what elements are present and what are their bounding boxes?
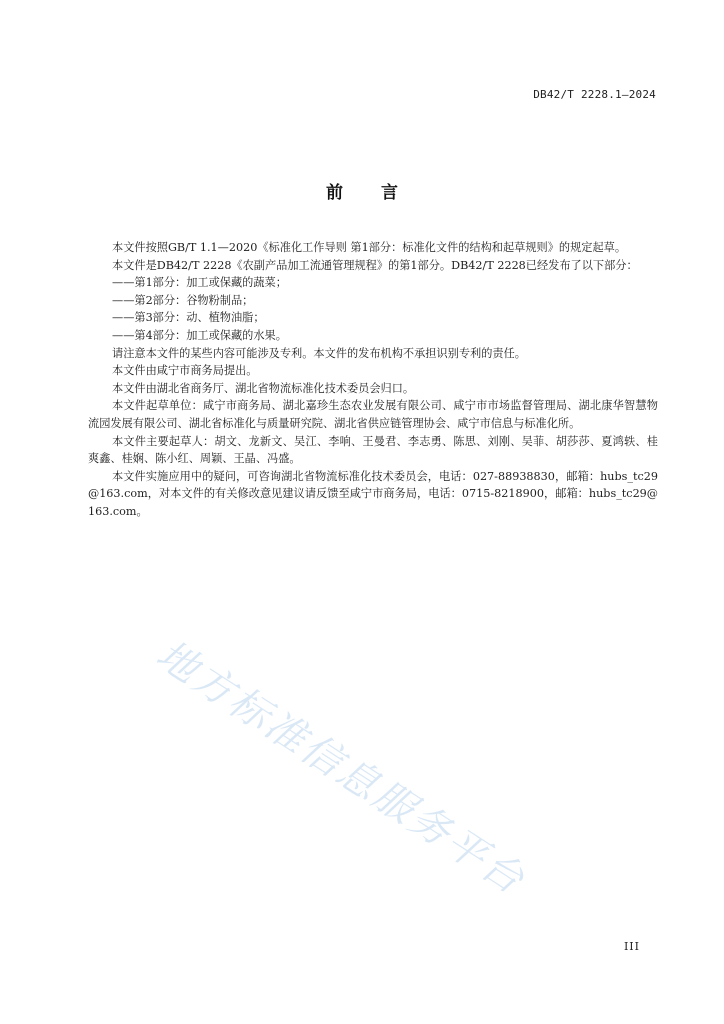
paragraph-drafting-units: 本文件起草单位：咸宁市商务局、湖北嘉珍生态农业发展有限公司、咸宁市市场监督管理局、湖北康华智慧物流园发展有限公司、湖北省标准化与质量研究院、湖北省供应链管理协会、咸宁市信息与标准化所。 [88, 399, 658, 430]
list-item-part-1: ——第1部分：加工或保藏的蔬菜； [112, 276, 287, 290]
paragraph-drafting-basis: 本文件按照GB/T 1.1—2020《标准化工作导则 第1部分：标准化文件的结构和起草规则》的规定起草。 [112, 241, 627, 254]
paragraph-patent-notice: 请注意本文件的某些内容可能涉及专利。本文件的发布机构不承担识别专利的责任。 [112, 346, 526, 360]
paragraph-series-intro: 本文件是DB42/T 2228《农副产品加工流通管理规程》的第1部分。DB42/T 2228已经发布了以下部分： [112, 258, 638, 272]
paragraph-proposer: 本文件由咸宁市商务局提出。 [112, 364, 258, 378]
foreword-body [88, 239, 658, 521]
document-code: DB42/T 2228.1—2024 [533, 88, 656, 101]
watermark: 地方标准信息服务平台 [148, 631, 534, 905]
paragraph-drafters: 本文件主要起草人：胡文、龙新文、吴江、李响、王曼君、李志勇、陈思、刘刚、吴菲、胡莎莎、夏鸿轶、桂爽鑫、桂娴、陈小红、周颖、王晶、冯盛。 [88, 434, 658, 466]
paragraph-centralized-by: 本文件由湖北省商务厅、湖北省物流标准化技术委员会归口。 [112, 381, 415, 395]
list-item-part-2: ——第2部分：谷物粉制品； [112, 293, 254, 307]
paragraph-contact-info: 本文件实施应用中的疑问，可咨询湖北省物流标准化技术委员会，电话：027-88938830，邮箱：hubs_tc29@163.com，对本文件的有关修改意见建议请反馈至咸宁市商务局，电话：0715-8218900，邮箱：hubs_tc29@163.com。 [88, 469, 658, 518]
list-item-part-4: ——第4部分：加工或保藏的水果。 [112, 328, 287, 342]
list-item-part-3: ——第3部分：动、植物油脂； [112, 311, 265, 325]
page-title: 前言 [326, 183, 436, 203]
page-number: III [623, 940, 640, 953]
